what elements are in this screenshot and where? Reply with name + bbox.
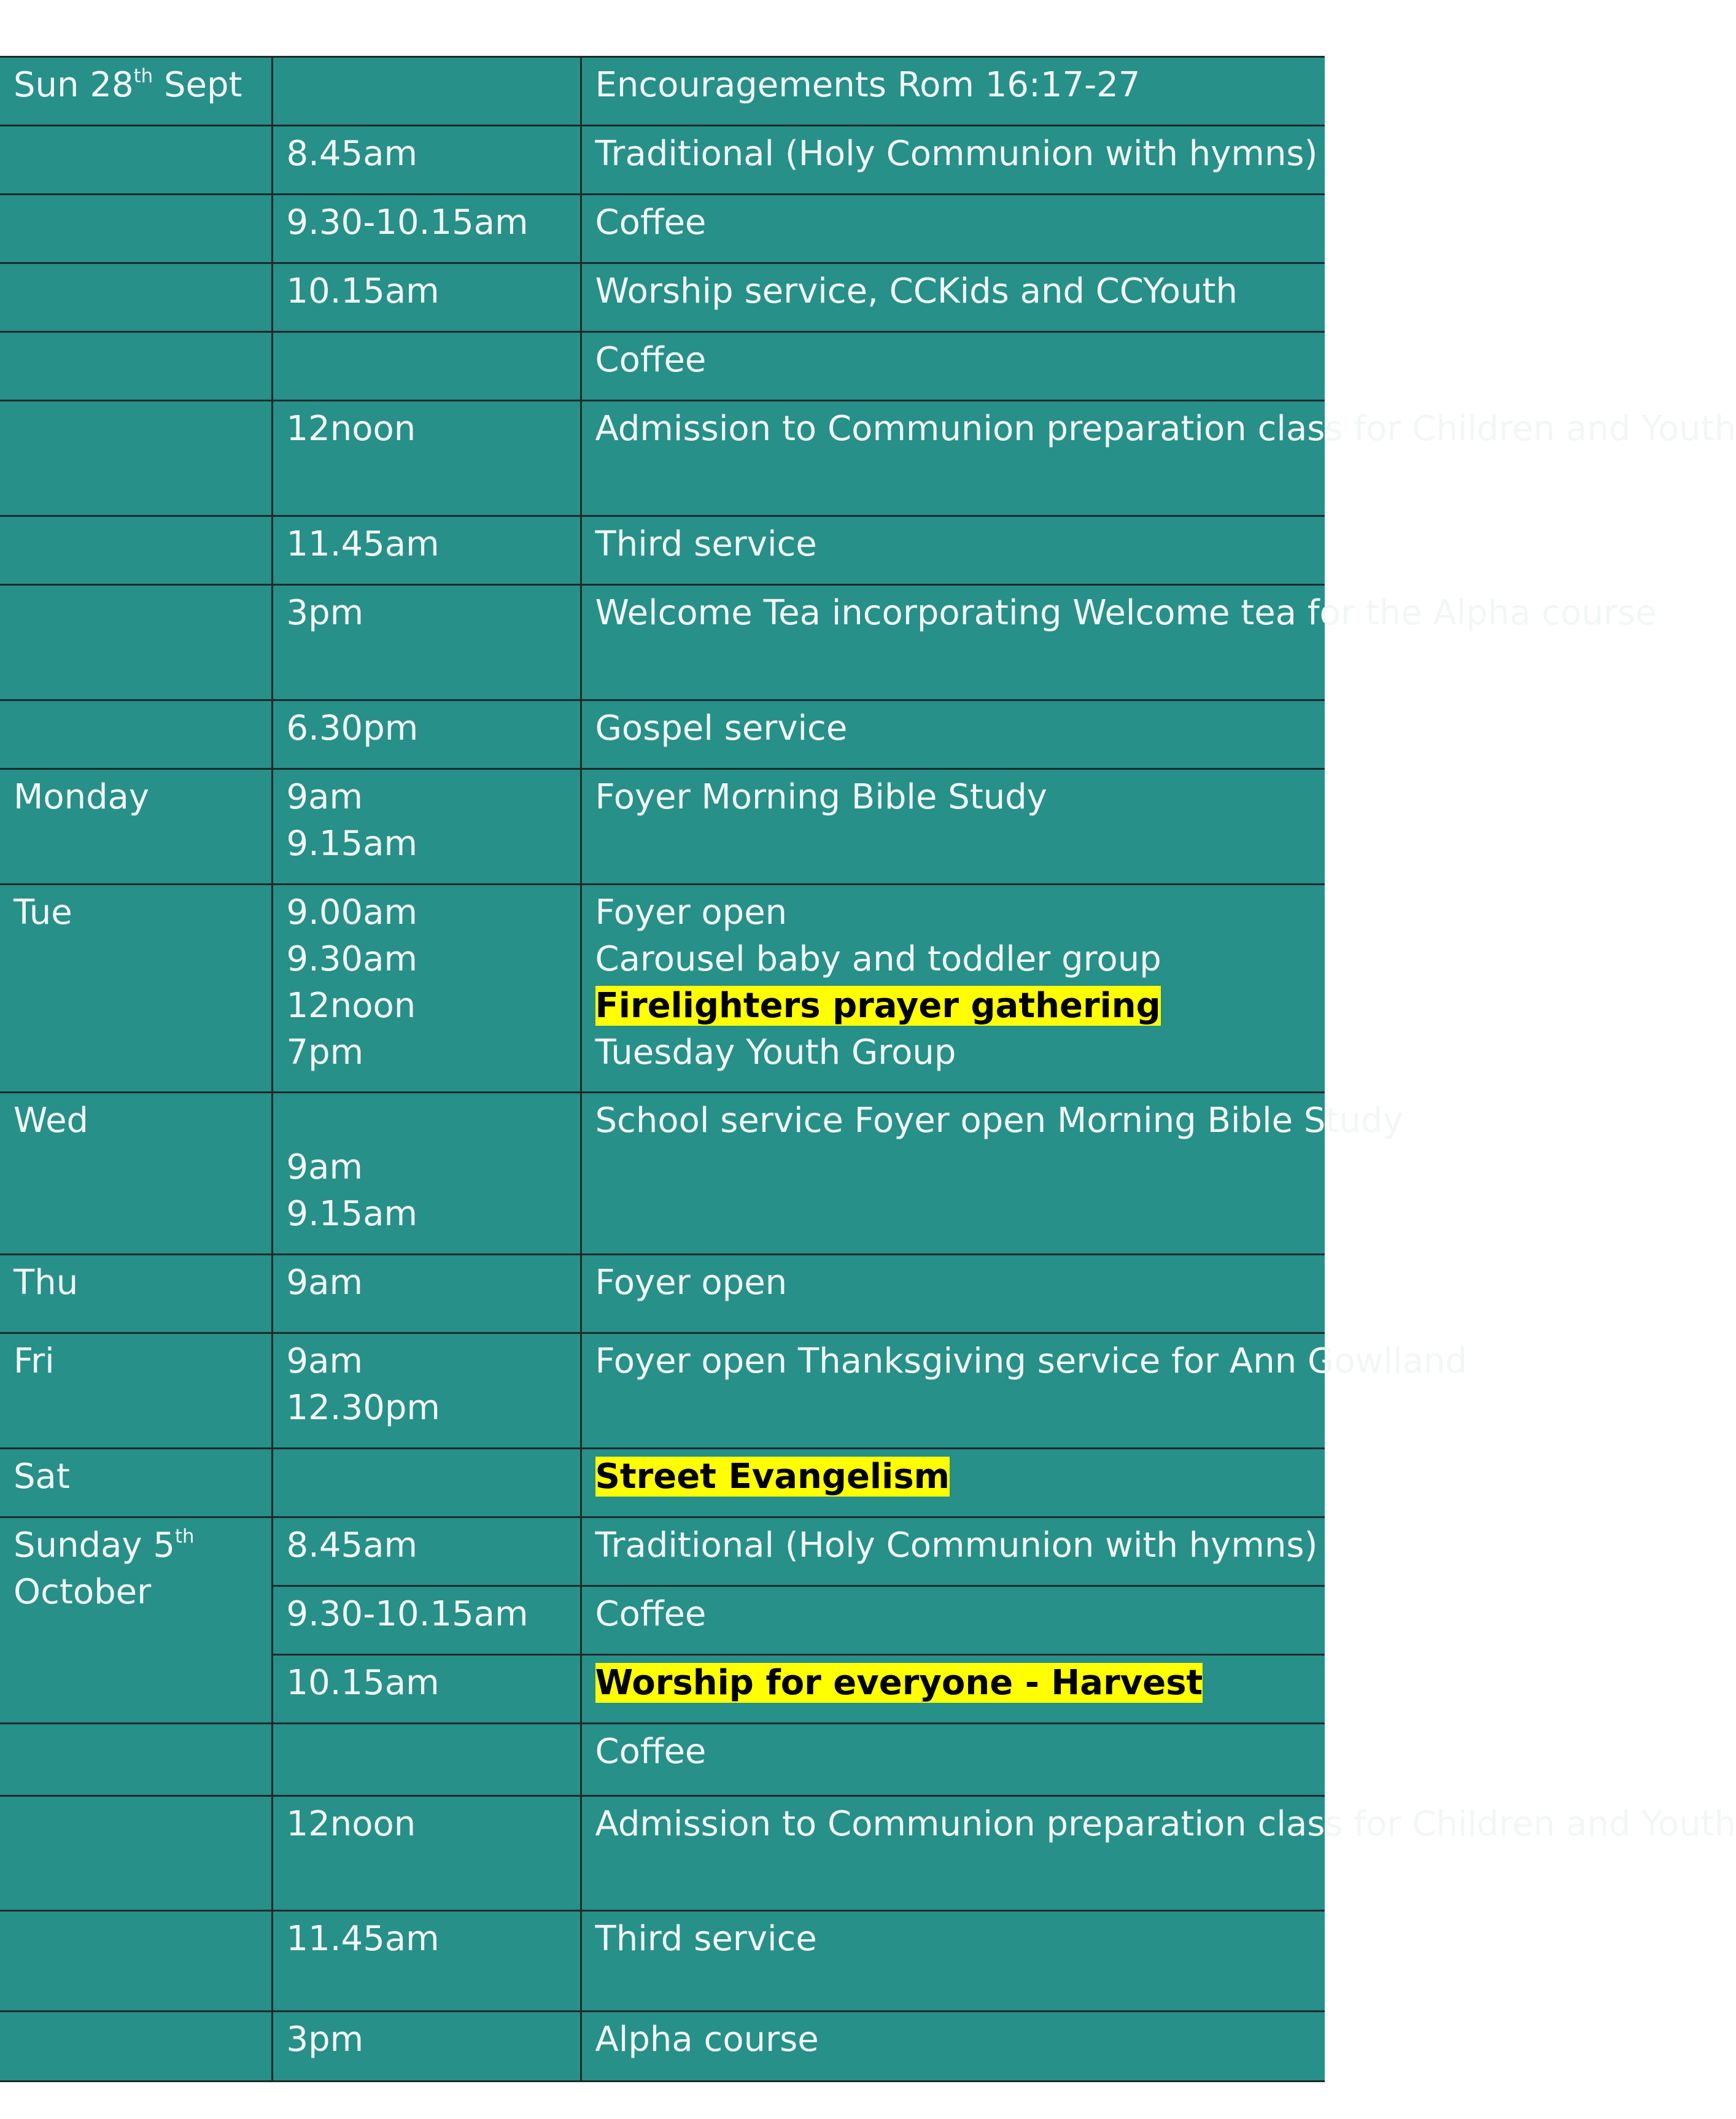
table-row [0,2012,1325,2082]
time-cell: 9.30-10.15am [272,195,581,263]
table-row [0,1517,1325,1586]
time-cell: 3pm [272,585,581,700]
time-cell: 8.45am [272,126,581,195]
table-row [0,516,1325,585]
time-cell: 8.45am [272,1517,581,1586]
day-cell [0,700,272,769]
time-cell: 11.45am [272,1911,581,2012]
schedule-table [0,56,1736,2082]
day-cell: Monday [0,769,272,885]
event-cell: Coffee [581,1586,1325,1655]
day-cell: Sunday 5th October [0,1517,272,1724]
event-cell [581,1655,1325,1724]
time-cell [272,332,581,401]
table-row [0,1093,1325,1255]
day-cell: Tue [0,885,272,1093]
event-cell: School service Foyer open Morning Bible Study [581,1093,1325,1255]
event-cell: Coffee [581,1724,1325,1796]
table-row [0,195,1325,263]
event-cell: Encouragements Rom 16:17-27 [581,57,1325,126]
time-cell: 6.30pm [272,700,581,769]
table-row [0,401,1325,516]
table-row [0,1449,1325,1517]
table-row [0,885,1325,1093]
event-cell: Foyer Morning Bible Study [581,769,1325,885]
event-cell: Third service [581,1911,1325,2012]
time-cell: 9am 12.30pm [272,1333,581,1449]
table-row [0,332,1325,401]
time-cell: 9am 9.15am [272,769,581,885]
table-row [0,57,1325,126]
time-cell [272,1449,581,1517]
day-cell [0,263,272,332]
day-cell: Sun 28th Sept [0,57,272,126]
day-cell [0,2012,272,2082]
event-cell [581,1449,1325,1517]
day-cell: Wed [0,1093,272,1255]
time-cell: 9.00am 9.30am 12noon 7pm [272,885,581,1093]
time-cell: 9am 9.15am [272,1093,581,1255]
time-cell: 11.45am [272,516,581,585]
day-cell [0,126,272,195]
table-row [0,1796,1325,1911]
day-cell [0,332,272,401]
event-cell: Admission to Communion preparation class for Children and Youth [581,1796,1325,1911]
day-cell [0,585,272,700]
time-cell: 12noon [272,1796,581,1911]
event-cell: Foyer open Thanksgiving service for Ann Gowlland [581,1333,1325,1449]
time-cell: 9am [272,1255,581,1333]
time-cell: 3pm [272,2012,581,2082]
day-cell [0,401,272,516]
event-cell: Coffee [581,195,1325,263]
time-cell: 10.15am [272,263,581,332]
day-cell [0,1796,272,1911]
event-cell: Admission to Communion preparation class for Children and Youth [581,401,1325,516]
table-row [0,126,1325,195]
event-cell: Welcome Tea incorporating Welcome tea for the Alpha course [581,585,1325,700]
event-cell: Traditional (Holy Communion with hymns) [581,126,1325,195]
time-cell: 9.30-10.15am [272,1586,581,1655]
table-row [0,1911,1325,2012]
day-cell [0,195,272,263]
event-cell: Worship service, CCKids and CCYouth [581,263,1325,332]
day-cell [0,1911,272,2012]
time-cell [272,57,581,126]
highlighted-event: Street Evangelism [595,1457,950,1497]
table-row [0,769,1325,885]
time-cell [272,1724,581,1796]
highlighted-event: Firelighters prayer gathering [595,986,1161,1026]
table-row [0,263,1325,332]
table-row [0,1333,1325,1449]
event-cell: Coffee [581,332,1325,401]
day-cell [0,1724,272,1796]
table-row [0,700,1325,769]
table-row [0,1724,1325,1796]
time-cell: 12noon [272,401,581,516]
day-cell: Fri [0,1333,272,1449]
table-row [0,585,1325,700]
event-cell: Third service [581,516,1325,585]
day-cell: Thu [0,1255,272,1333]
event-cell: Alpha course [581,2012,1325,2082]
table-row [0,1255,1325,1333]
highlighted-event: Worship for everyone - Harvest [595,1663,1203,1703]
event-cell: Traditional (Holy Communion with hymns) [581,1517,1325,1586]
time-cell: 10.15am [272,1655,581,1724]
event-cell: Gospel service [581,700,1325,769]
event-cell: Foyer open [581,1255,1325,1333]
event-cell: Foyer open Carousel baby and toddler group Firelighters prayer gathering Tuesday Youth Group [581,885,1325,1093]
day-cell [0,516,272,585]
day-cell: Sat [0,1449,272,1517]
